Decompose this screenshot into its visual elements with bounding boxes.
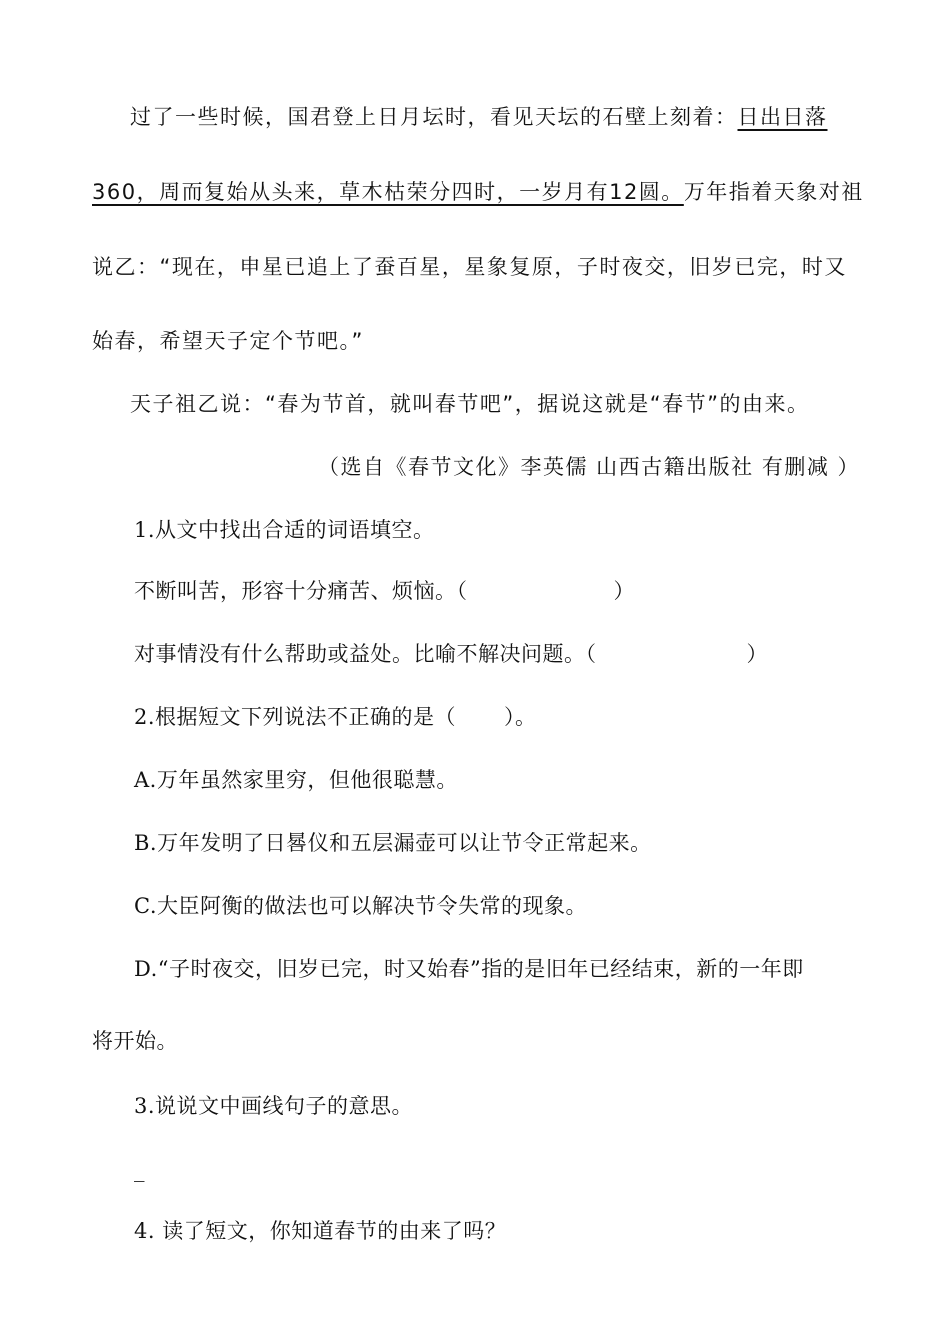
story-line-3 (92, 252, 847, 282)
question-3-title: 3.说说文中画线句子的意思。 (134, 1094, 414, 1118)
question-2-option-a: A.万年虽然家里穷，但他很聪慧。 (134, 768, 458, 792)
story-line-1 (130, 102, 828, 132)
question-1-item-b: 对事情没有什么帮助或益处。比喻不解决问题。（ ） (134, 642, 768, 666)
question-3-answer-line[interactable]: _ (134, 1158, 145, 1182)
question-1-item-a: 不断叫苦，形容十分痛苦、烦恼。（ ） (134, 579, 635, 603)
story-text: 天子祖乙说：“春为节首，就叫春节吧”，据说这就是“春节”的由来。 (130, 392, 810, 416)
story-text: 过了一些时候，国君登上日月坛时，看见天坛的石壁上刻着： (130, 105, 738, 129)
source-citation: （选自《春节文化》李英儒 山西古籍出版社 有删减 ） (318, 455, 861, 479)
story-text: 始春，希望天子定个节吧。” (92, 329, 364, 353)
underlined-sentence: 日出日落 (737, 105, 828, 129)
question-2-option-d: D.“子时夜交，旧岁已完，时又始春”指的是旧年已经结束，新的一年即 (134, 957, 804, 981)
question-1-title: 1.从文中找出合适的词语填空。 (134, 518, 435, 542)
story-line-2 (92, 177, 864, 207)
story-text: 说乙：“现在，申星已追上了蚕百星，星象复原，子时夜交，旧岁已完，时又 (92, 255, 847, 279)
story-text: 万年指着天象对祖 (683, 180, 864, 204)
question-4-title: 4. 读了短文，你知道春节的由来了吗？ (134, 1219, 507, 1243)
underlined-sentence: 360，周而复始从头来，草木枯荣分四时，一岁月有12圆。 (92, 180, 684, 204)
story-line-4 (92, 326, 364, 356)
question-2-option-c: C.大臣阿衡的做法也可以解决节令失常的现象。 (134, 894, 587, 918)
question-2-option-b: B.万年发明了日晷仪和五层漏壶可以让节令正常起来。 (134, 831, 652, 855)
question-2-title: 2.根据短文下列说法不正确的是（ ）。 (134, 705, 537, 729)
story-paragraph-2 (130, 389, 810, 419)
question-2-option-d-continued: 将开始。 (92, 1029, 178, 1053)
